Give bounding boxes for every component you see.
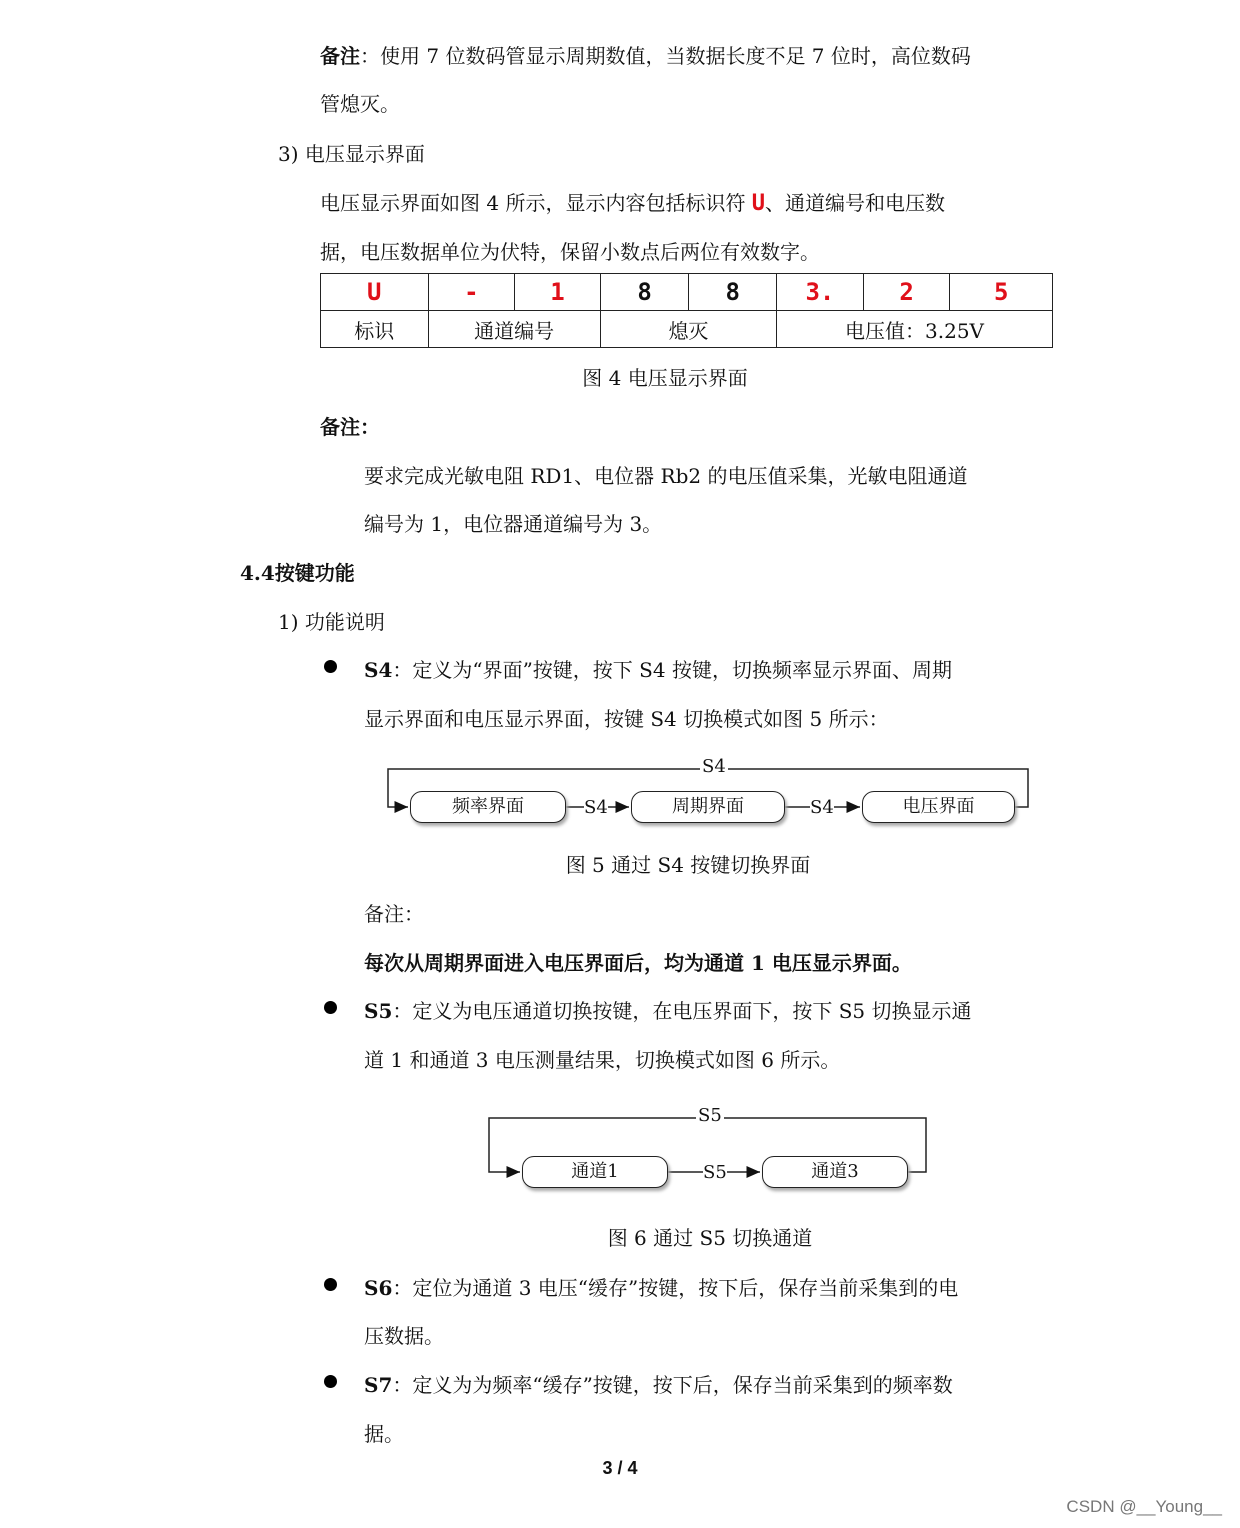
figure5-arrow-label: S4 [584,797,608,818]
note2-label: 备注： [320,415,380,439]
figure5-node-voltage: 电压界面 [862,791,1015,823]
voltage-para-text-b: 、通道编号和电压数 [765,191,946,215]
s6-line2: 压数据。 [364,1324,444,1348]
s7-key-label: S7 [364,1373,393,1397]
segment-digit: 1 [515,274,601,311]
figure6-caption: 图 6 通过 S5 切换通道 [607,1226,813,1250]
voltage-para-text-a: 电压显示界面如图 4 所示，显示内容包括标识符 [320,191,752,215]
s5-text: ：定义为电压通道切换按键，在电压界面下，按下 S5 切换显示通 [392,999,972,1023]
note3-bold-line: 每次从周期界面进入电压界面后，均为通道 1 电压显示界面。 [364,951,912,975]
s5-line2: 道 1 和通道 3 电压测量结果，切换模式如图 6 所示。 [364,1048,841,1072]
segment-label-identifier: 标识 [321,311,429,348]
identifier-symbol: U [751,191,766,216]
function-description-heading: 1) 功能说明 [278,610,385,634]
s7-text: ：定义为为频率“缓存”按键，按下后，保存当前采集到的频率数 [392,1373,953,1397]
s7-line1 [364,1369,953,1398]
s4-text: ：定义为“界面”按键，按下 S4 按键，切换频率显示界面、周期 [392,658,952,682]
s4-key-label: S4 [364,658,393,682]
segment-label-off: 熄灭 [600,311,776,348]
intro-note-line2: 管熄灭。 [320,92,400,116]
segment-digit: 8 [689,274,777,311]
figure6-loop-label: S5 [698,1105,722,1126]
s5-key-label: S5 [364,999,393,1023]
s7-line2: 据。 [364,1422,404,1446]
segment-digit: 3. [777,274,864,311]
note3-label: 备注： [364,902,424,926]
page-number: 3 / 4 [602,1458,638,1478]
figure6-node-channel1: 通道1 [522,1156,668,1188]
note2-line2: 编号为 1，电位器通道编号为 3。 [364,512,663,536]
segment-digit: - [428,274,515,311]
figure5-loop-label: S4 [702,756,726,777]
figure5-node-frequency: 频率界面 [410,791,566,823]
voltage-para-line2: 据，电压数据单位为伏特，保留小数点后两位有效数字。 [320,240,820,264]
voltage-section-heading: 3) 电压显示界面 [278,142,425,166]
segment-digit: 8 [600,274,689,311]
bullet-icon [324,1375,337,1388]
figure5-arrow-label: S4 [810,797,834,818]
s4-line2: 显示界面和电压显示界面，按键 S4 切换模式如图 5 所示： [364,707,889,731]
intro-note-text: ：使用 7 位数码管显示周期数值，当数据长度不足 7 位时，高位数码 [360,44,971,68]
figure6-node-channel3: 通道3 [762,1156,908,1188]
bullet-icon [324,1001,337,1014]
segment-digit: 5 [950,274,1053,311]
bullet-icon [324,1278,337,1291]
intro-note-label: 备注 [320,44,360,68]
segment-label-voltage: 电压值：3.25V [777,311,1053,348]
s5-line1 [364,995,972,1024]
csdn-watermark: CSDN @__Young__ [1066,1497,1222,1516]
section-4-4-heading: 4.4按键功能 [240,561,355,585]
segment-digit: U [321,274,429,311]
s6-key-label: S6 [364,1276,393,1300]
figure5-caption: 图 5 通过 S4 按键切换界面 [565,853,811,877]
figure6-arrow-label: S5 [703,1162,727,1183]
segment-label-channel: 通道编号 [428,311,600,348]
segment-digit: 2 [863,274,950,311]
s6-line1 [364,1272,958,1301]
note2-line1: 要求完成光敏电阻 RD1、电位器 Rb2 的电压值采集，光敏电阻通道 [364,464,968,488]
figure4-caption: 图 4 电压显示界面 [582,366,748,390]
figure5-node-period: 周期界面 [631,791,785,823]
s6-text: ：定位为通道 3 电压“缓存”按键，按下后，保存当前采集到的电 [392,1276,959,1300]
